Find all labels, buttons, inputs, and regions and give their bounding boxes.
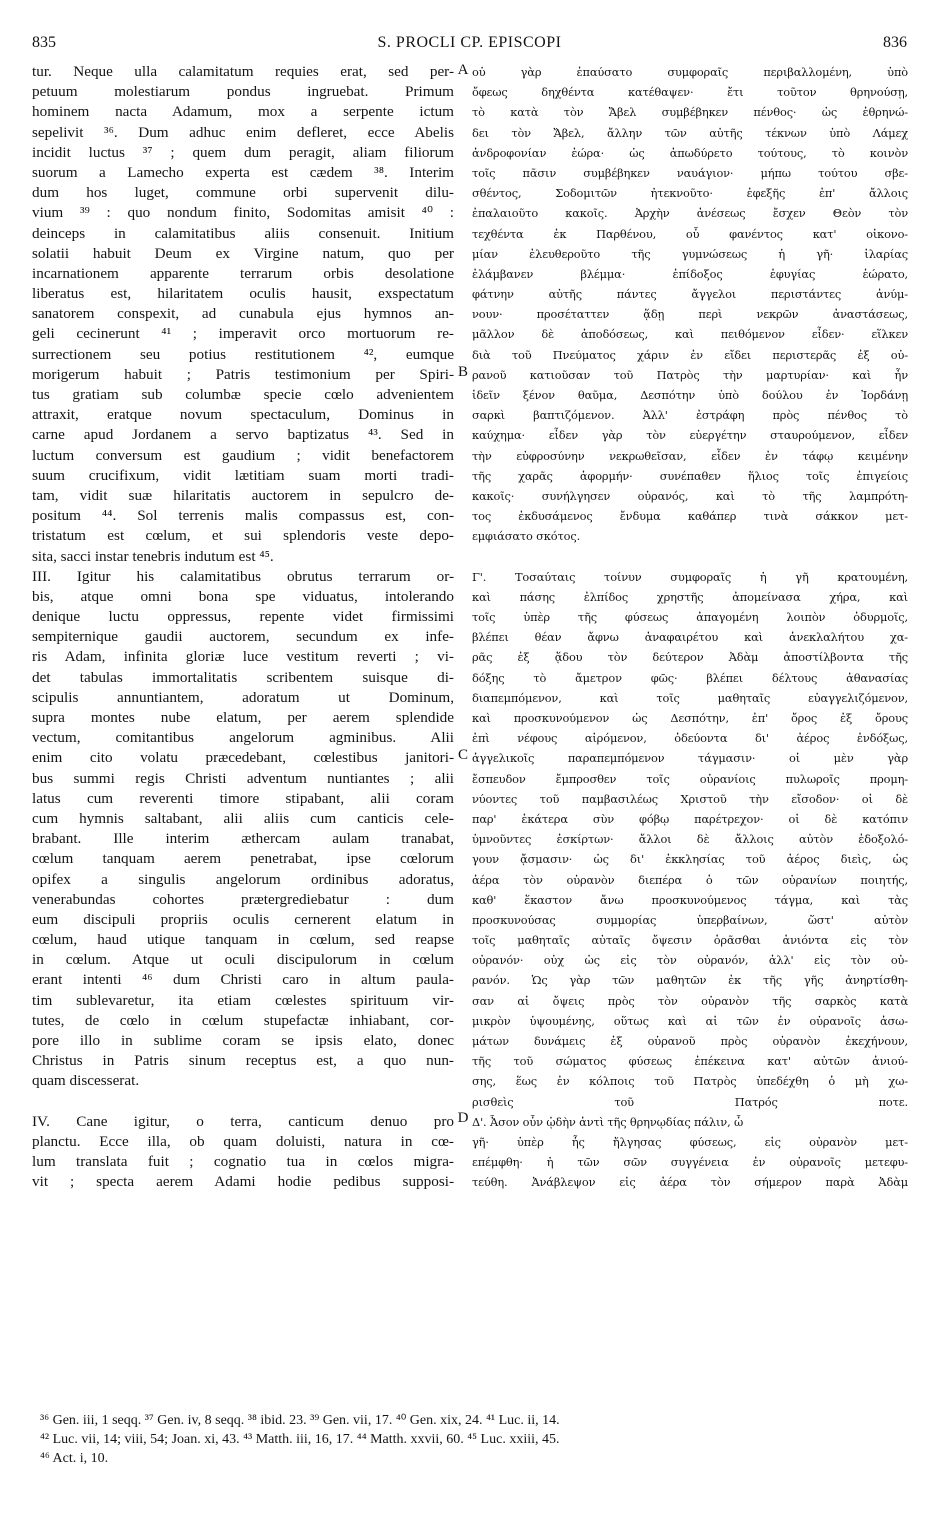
latin-text-line: quam discesserat. (32, 1072, 140, 1090)
greek-text-line: ρισθεὶς τοῦ Πατρός ποτε. (472, 1094, 908, 1109)
latin-text-line: hominem nacta Adamum, mox a serpente ictum (32, 103, 454, 121)
greek-text-line: διαπεμπόμενον, καὶ τοῖς μαθηταῖς εὐαγγελιζόμενον, (472, 690, 908, 705)
greek-text-line: γουν ᾄσμασιν· ὡς δι' ἐκκλησίας τοῦ ἀέρος διεὶς, ὡς (472, 852, 908, 867)
latin-text-line: III. Igitur his calamitatibus obrutus terrarum or- (32, 567, 454, 585)
latin-text-line: tus gratiam sub columbæ specie cœlo advenientem (32, 386, 454, 403)
greek-text-line: Γ'. Τοσαύταις τοίνυν συμφοραῖς ἡ γῆ κρατουμένη, (472, 569, 908, 584)
latin-text-line: vectum, comitantibus angelorum agminibus. Alii (32, 729, 454, 747)
greek-column (472, 62, 908, 1193)
page-number-left: 835 (32, 34, 56, 51)
greek-text-line: σθέντος, Σοδομιτῶν ἠτεκνοῦτο· ἐφεξῆς ἐπ' ἄλλοις (472, 186, 908, 201)
latin-text-line: enim cito volatu præcedebant, cœlestibus janitori- (32, 749, 454, 767)
latin-text-line: suum crucifixum, vidit lætitiam suam morti tradi- (32, 466, 454, 484)
greek-text-line: γῆ· ὑπὲρ ἧς ἤλγησας φύσεως, εἰς οὐρανὸν μετ- (472, 1134, 908, 1149)
latin-text-line: in cœlum. Atque ut oculi discipulorum in cœlum (32, 951, 454, 969)
latin-text-line: positum ⁴⁴. Sol terrenis malis compassus est, con- (32, 507, 454, 525)
latin-text-line: morigerum habuit ; Patris testimonium per Spiri- (32, 365, 454, 383)
greek-text-line: σαν αἱ ὄψεις πρὸς τὸν οὐρανὸν τῆς σαρκὸς κατὰ (472, 993, 908, 1008)
greek-text-line: προσκυνούσας συμμορίας ὑπερβαίνων, ὥστ' αὐτὸν (472, 912, 908, 927)
greek-text-line: φάτνην αὐτῆς πάντες ἄγγελοι περιστάντες ἀνύμ- (472, 287, 908, 302)
greek-text-line: τῆς τοῦ σώματος φύσεως ἐπέκεινα κατ' αὐτῶν ἀνιού- (472, 1054, 908, 1069)
greek-text-line: τεχθέντα ἐκ Παρθένου, οὗ φανέντος κατ' οἰκονο- (472, 226, 908, 241)
latin-text-line: tur. Neque ulla calamitatum requies erat, sed per- (32, 63, 454, 80)
latin-text-line: incarnationem apparente terrarum orbis desolatione (32, 264, 454, 282)
greek-text-line: μάτων δυνάμεις ἐξ οὐρανοῦ πρὸς οὐρανὸν ἐκεχήνουν, (472, 1034, 908, 1048)
footnotes (40, 1411, 910, 1468)
latin-text-line: latus cum reverenti timore stipabant, alii coram (32, 789, 454, 807)
latin-text-line: surrectionem seu potius restitutionem ⁴², eumque (32, 345, 454, 363)
greek-text-line: καθ' ἕκαστον ἄνω προσκυνούμενος τάγμα, καὶ τὰς (472, 892, 908, 907)
latin-text-line: tristatum est cœlum, et sui splendoris veste depo- (32, 527, 454, 545)
latin-text-line: cum hymnis saltabant, alii aliis cum canticis cele- (32, 809, 454, 827)
greek-text-line: ἀέρα τὸν οὐρανὸν διεπέρα ὁ τῶν οὐρανίων ποιητής, (472, 872, 908, 887)
greek-text-line: κακοῖς· συνήλγησεν οὐρανός, καὶ τὸ τῆς λαμπρότη- (472, 488, 908, 503)
latin-text-line: vit ; specta aerem Adami hodie pedibus supposi- (32, 1173, 454, 1191)
greek-text-line: ὄφεως δηχθέντα κατέθαψεν· ἔτι τοῦτον θρηνούσῃ, (472, 85, 908, 100)
greek-text-line: τοῖς πᾶσιν συμβέβηκεν ναυάγιον· μήπω τούτου σβε- (472, 165, 908, 180)
footnote-line: ⁴² Luc. vii, 14; viii, 54; Joan. xi, 43. ⁴³ Matth. iii, 16, 17. ⁴⁴ Matth. xxvii, 60. ⁴⁵ Luc. xxiii, 45. (40, 1432, 560, 1447)
greek-text-line: μικρὸν ὑψουμένης, οὕτως καὶ αἱ τῶν ἐν οὐρανοῖς ἀσω- (472, 1013, 908, 1028)
page-number-right: 836 (883, 34, 907, 51)
paragraph-gap (472, 547, 908, 567)
greek-text-line: οὐ γὰρ ἐπαύσατο συμφοραῖς περιβαλλομένη, ὑπὸ (472, 65, 908, 79)
latin-text-line: petuum molestiarum pondus ingruebat. Primum (32, 83, 454, 101)
paragraph-gap (32, 1092, 454, 1112)
greek-text-line: ἰδεῖν ξένον θαῦμα, Δεσπότην ὑπὸ δούλου ἐν Ἰορδάνῃ (472, 388, 908, 402)
latin-text-line: scipulis annuntiantem, adoratum ut Dominum, (32, 688, 454, 706)
latin-text-line: geli cecinerunt ⁴¹ ; imperavit orco mortuorum re- (32, 325, 454, 343)
latin-text-line: sempiternique gaudii auctorem, secundum ex infe- (32, 628, 454, 646)
greek-text-line: τὸ κατὰ τὸν Ἄβελ συμβέβηκεν πένθος· ὡς ἐθρηνώ- (472, 105, 908, 120)
latin-text-line: incidit luctus ³⁷ ; quem dum peragit, aliam filiorum (32, 143, 454, 161)
greek-text-line: τῆς χαρᾶς ἀφορμήν· συνέπαθεν ἥλιος τοῖς ἐπιγείοις (472, 468, 908, 483)
latin-text-line: eum discipuli propriis oculis cernerent elatum in (32, 910, 454, 928)
greek-text-line: οὐρανόν· οὐχ ὡς εἰς τὸν οὐρανόν, ἀλλ' εἰς τὸν οὐ- (472, 953, 908, 968)
latin-text-line: deinceps in calamitatibus aliis consenuit. Initium (32, 224, 454, 242)
greek-text-line: Δ'. Ἆσον οὖν ᾠδὴν ἀντὶ τῆς θρηνῳδίας πάλιν, ὦ (472, 1114, 744, 1129)
greek-text-line: ἀγγελικοῖς παραπεμπόμενον τάγμασιν· οἱ μὲν γὰρ (472, 751, 908, 766)
latin-text-line: dum hos luget, commune orbi supervenit dilu- (32, 184, 454, 202)
greek-text-line: ρανόν. Ὡς γὰρ τῶν μαθητῶν ἐκ τῆς γῆς ἀνηρτίσθη- (472, 973, 908, 988)
margin-marker-b: B (457, 364, 468, 380)
latin-text-line: sanatorem conspexit, ad cunabula ejus hymnos an- (32, 305, 454, 323)
greek-text-line: διὰ τοῦ Πνεύματος χάριν ἐν εἴδει περιστερᾶς ἐξ οὐ- (472, 347, 908, 362)
latin-text-line: sepelivit ³⁶. Dum adhuc enim defleret, ecce Abelis (32, 123, 454, 141)
latin-text-line: brabant. Ille interim æthercam aulam tranabat, (32, 830, 454, 848)
greek-text-line: σης, ἕως ἐν κόλποις τοῦ Πατρὸς ὑπεδέχθη ὁ μὴ χω- (472, 1074, 908, 1089)
greek-text-line: νουν· προσέταττεν ᾅδῃ περὶ νεκρῶν ἀναστάσεως, (472, 307, 908, 322)
greek-text-line: καὶ προσκυνούμενον ὡς Δεσπότην, ἐπ' ὄρος ἐξ ὄρους (472, 711, 908, 725)
greek-text-line: ὑμνοῦντες ἐσκίρτων· ἄλλοι δὲ ἄλλοις αὐτὸν ἐδοξολό- (472, 832, 908, 847)
greek-text-line: καὶ πάσης ἐλπίδος χρηστῆς ἀπομείνασα χήρα, καὶ (472, 589, 908, 604)
greek-text-line: ἔσπευδον ἔμπροσθεν τοῖς οὐρανίοις πυλωροῖς προμη- (472, 771, 908, 786)
greek-text-line: εμφιάσατο σκότος. (472, 529, 581, 544)
latin-text-line: denique luctu oppressus, repente videt firmissimi (32, 608, 454, 626)
latin-text-line: attraxit, eratque novum spectaculum, Dominus in (32, 406, 454, 424)
latin-text-line: tim sublevaretur, ita etiam cœlestes spirituum vir- (32, 991, 454, 1009)
latin-text-line: supra montes nube elatum, per aerem splendide (32, 709, 454, 726)
latin-text-line: sita, sacci instar tenebris indutum est ⁴⁵. (32, 547, 274, 565)
latin-text-line: opifex a singulis angelorum ordinibus adoratus, (32, 870, 454, 888)
latin-text-line: tutes, de cœlo in cœlum stupefactæ inhiabant, cor- (32, 1011, 454, 1029)
latin-text-line: luctum conversum est gaudium ; vidit benefactorem (32, 446, 454, 464)
latin-text-line: bis, atque omni bona spe viduatus, intolerando (32, 587, 454, 605)
greek-text-line: καύχημα· εἶδεν γὰρ τὸν εὐεργέτην σταυρούμενον, εἶδεν (472, 428, 908, 443)
running-header (32, 34, 907, 58)
latin-text-line: Christus in Patris sinum receptus est, a quo nun- (32, 1052, 454, 1070)
greek-text-line: δόξης τὸ ἄμετρον φῶς· βλέπει δέλτους ἀθανασίας (472, 670, 908, 685)
greek-text-line: τοῖς μαθηταῖς αὐταῖς ὄψεσιν ὁρᾶσθαι ἀνιόντα εἰς τὸν (472, 933, 908, 948)
greek-text-line: παρ' ἑκάτερα σὺν φόβῳ παρέτρεχον· οἱ δὲ κατόπιν (472, 811, 908, 826)
greek-text-line: ρᾶς ἐξ ᾅδου τὸν δεύτερον Ἀδὰμ ἀποστίλβοντα τῆς (472, 650, 908, 665)
latin-text-line: cœlum, haud utique tanquam in cœlum, sed reapse (32, 931, 454, 949)
latin-text-line: cœlum tanquam aerem penetrabat, ipse cœlorum (32, 850, 454, 868)
greek-text-line: τεύθη. Ἀνάβλεψον εἰς ἀέρα τὸν σήμερον παρὰ Ἀδὰμ (472, 1175, 908, 1190)
latin-text-line: venerabundas cohortes prætergrediebatur : dum (32, 890, 454, 908)
latin-text-line: vium ³⁹ : quo nondum finito, Sodomitas amisit ⁴⁰ : (32, 204, 454, 222)
latin-column (32, 62, 454, 1193)
margin-marker-c: C (457, 747, 468, 763)
greek-text-line: ἐπαλαιοῦτο κακοῖς. Ἀρχὴν ἀνέσεως ἔσχεν Θεὸν τὸν (472, 206, 908, 221)
latin-text-line: tam, vidit suæ hilaritatis auctorem in sepulcro de- (32, 486, 454, 504)
latin-text-line: carne apud Jordanem a servo baptizatus ⁴³. Sed in (32, 426, 454, 444)
greek-text-line: μᾶλλον δὲ ἀποδόσεως, καὶ πειθόμενον εἶδεν· εἵλκεν (472, 327, 908, 342)
greek-text-line: τος ἐκδυσάμενος ἔνδυμα καθάπερ τινὰ σάκκον μετ- (472, 509, 908, 524)
latin-text-line: solatii habuit Deum ex Virgine natum, quo per (32, 244, 454, 262)
latin-text-line: planctu. Ecce illa, ob quam doluisti, natura in cœ- (32, 1132, 454, 1150)
running-title: S. PROCLI CP. EPISCOPI (377, 34, 562, 51)
greek-text-line: τὴν εὐφροσύνην νεκρωθεῖσαν, εἶδεν ἐν τάφῳ κειμένην (472, 448, 908, 463)
latin-text-line: liberatus est, hilaritatem oculis hausit, exspectatum (32, 285, 454, 303)
margin-marker-a: A (457, 62, 469, 78)
greek-text-line: σαρκὶ βαπτιζόμενον. Ἀλλ' ἐστράφη πρὸς πένθος τὸ (472, 408, 908, 423)
greek-text-line: ρανοῦ κατιοῦσαν τοῦ Πατρὸς τὴν μαρτυρίαν· καὶ ἦν (472, 367, 908, 382)
latin-text-line: IV. Cane igitur, o terra, canticum denuo pro (32, 1112, 454, 1130)
latin-text-line: suorum a Lamecho experta est cædem ³⁸. Interim (32, 163, 454, 181)
greek-text-line: βλέπει θέαν ἄφνω ἀναφαιρέτου καὶ ἀνεκλαλήτου χα- (472, 630, 908, 645)
footnote-line: ⁴⁶ Act. i, 10. (40, 1451, 109, 1466)
greek-text-line: δει τὸν Ἄβελ, ἄλλην τῶν αὐτῆς τέκνων ὑπὸ Λάμεχ (472, 125, 908, 140)
latin-text-line: det tabulas immortalitatis scribentem suisque di- (32, 668, 454, 686)
latin-text-line: lum translata fuit ; cognatio tua in cœlos migra- (32, 1153, 454, 1171)
greek-text-line: ἀνδροφονίαν ἑώρα· ὡς ἀπωδύρετο τούτους, τὸ κοινὸν (472, 145, 908, 160)
latin-text-line: erant intenti ⁴⁶ dum Christi caro in altum paula- (32, 971, 454, 989)
greek-text-line: μίαν ἐλευθεροῦτο τῆς γυμνώσεως ἡ γῆ· ἱλαρίας (472, 246, 908, 261)
latin-text-line: bus summi regis Christi adventum nuntiantes ; alii (32, 769, 454, 787)
greek-text-line: ἐπὶ νέφους αἰρόμενον, ὁδεύοντα δι' ἀέρος ἐνδόξως, (472, 731, 908, 746)
footnote-line: ³⁶ Gen. iii, 1 seqq. ³⁷ Gen. iv, 8 seqq. ³⁸ ibid. 23. ³⁹ Gen. vii, 17. ⁴⁰ Gen. xix, 24. ⁴¹ Luc. ii, 14. (40, 1413, 560, 1428)
greek-text-line: επέμφθη· ἡ τῶν σῶν συγγένεια ἐν οὐρανοῖς μετεφυ- (472, 1155, 908, 1170)
latin-text-line: ris Adam, infinita gloriæ luce vestitum reverti ; vi- (32, 648, 454, 666)
greek-text-line: ἐλάμβανεν βλέμμα· ἐπίδοξος ἐφυγίας ἑώρατο, (472, 266, 908, 281)
greek-text-line: νύοντες τοῦ παμβασιλέως Χριστοῦ τὴν εἴσοδον· οἱ δὲ (472, 791, 908, 806)
latin-text-line: pore illo in sublime coram se ipsis elato, donec (32, 1032, 454, 1049)
greek-text-line: τοῖς ὑπὲρ τῆς φύσεως ἀπαγομένη λοιπὸν ὀδυρμοῖς, (472, 610, 908, 625)
margin-marker-d: D (457, 1110, 469, 1126)
